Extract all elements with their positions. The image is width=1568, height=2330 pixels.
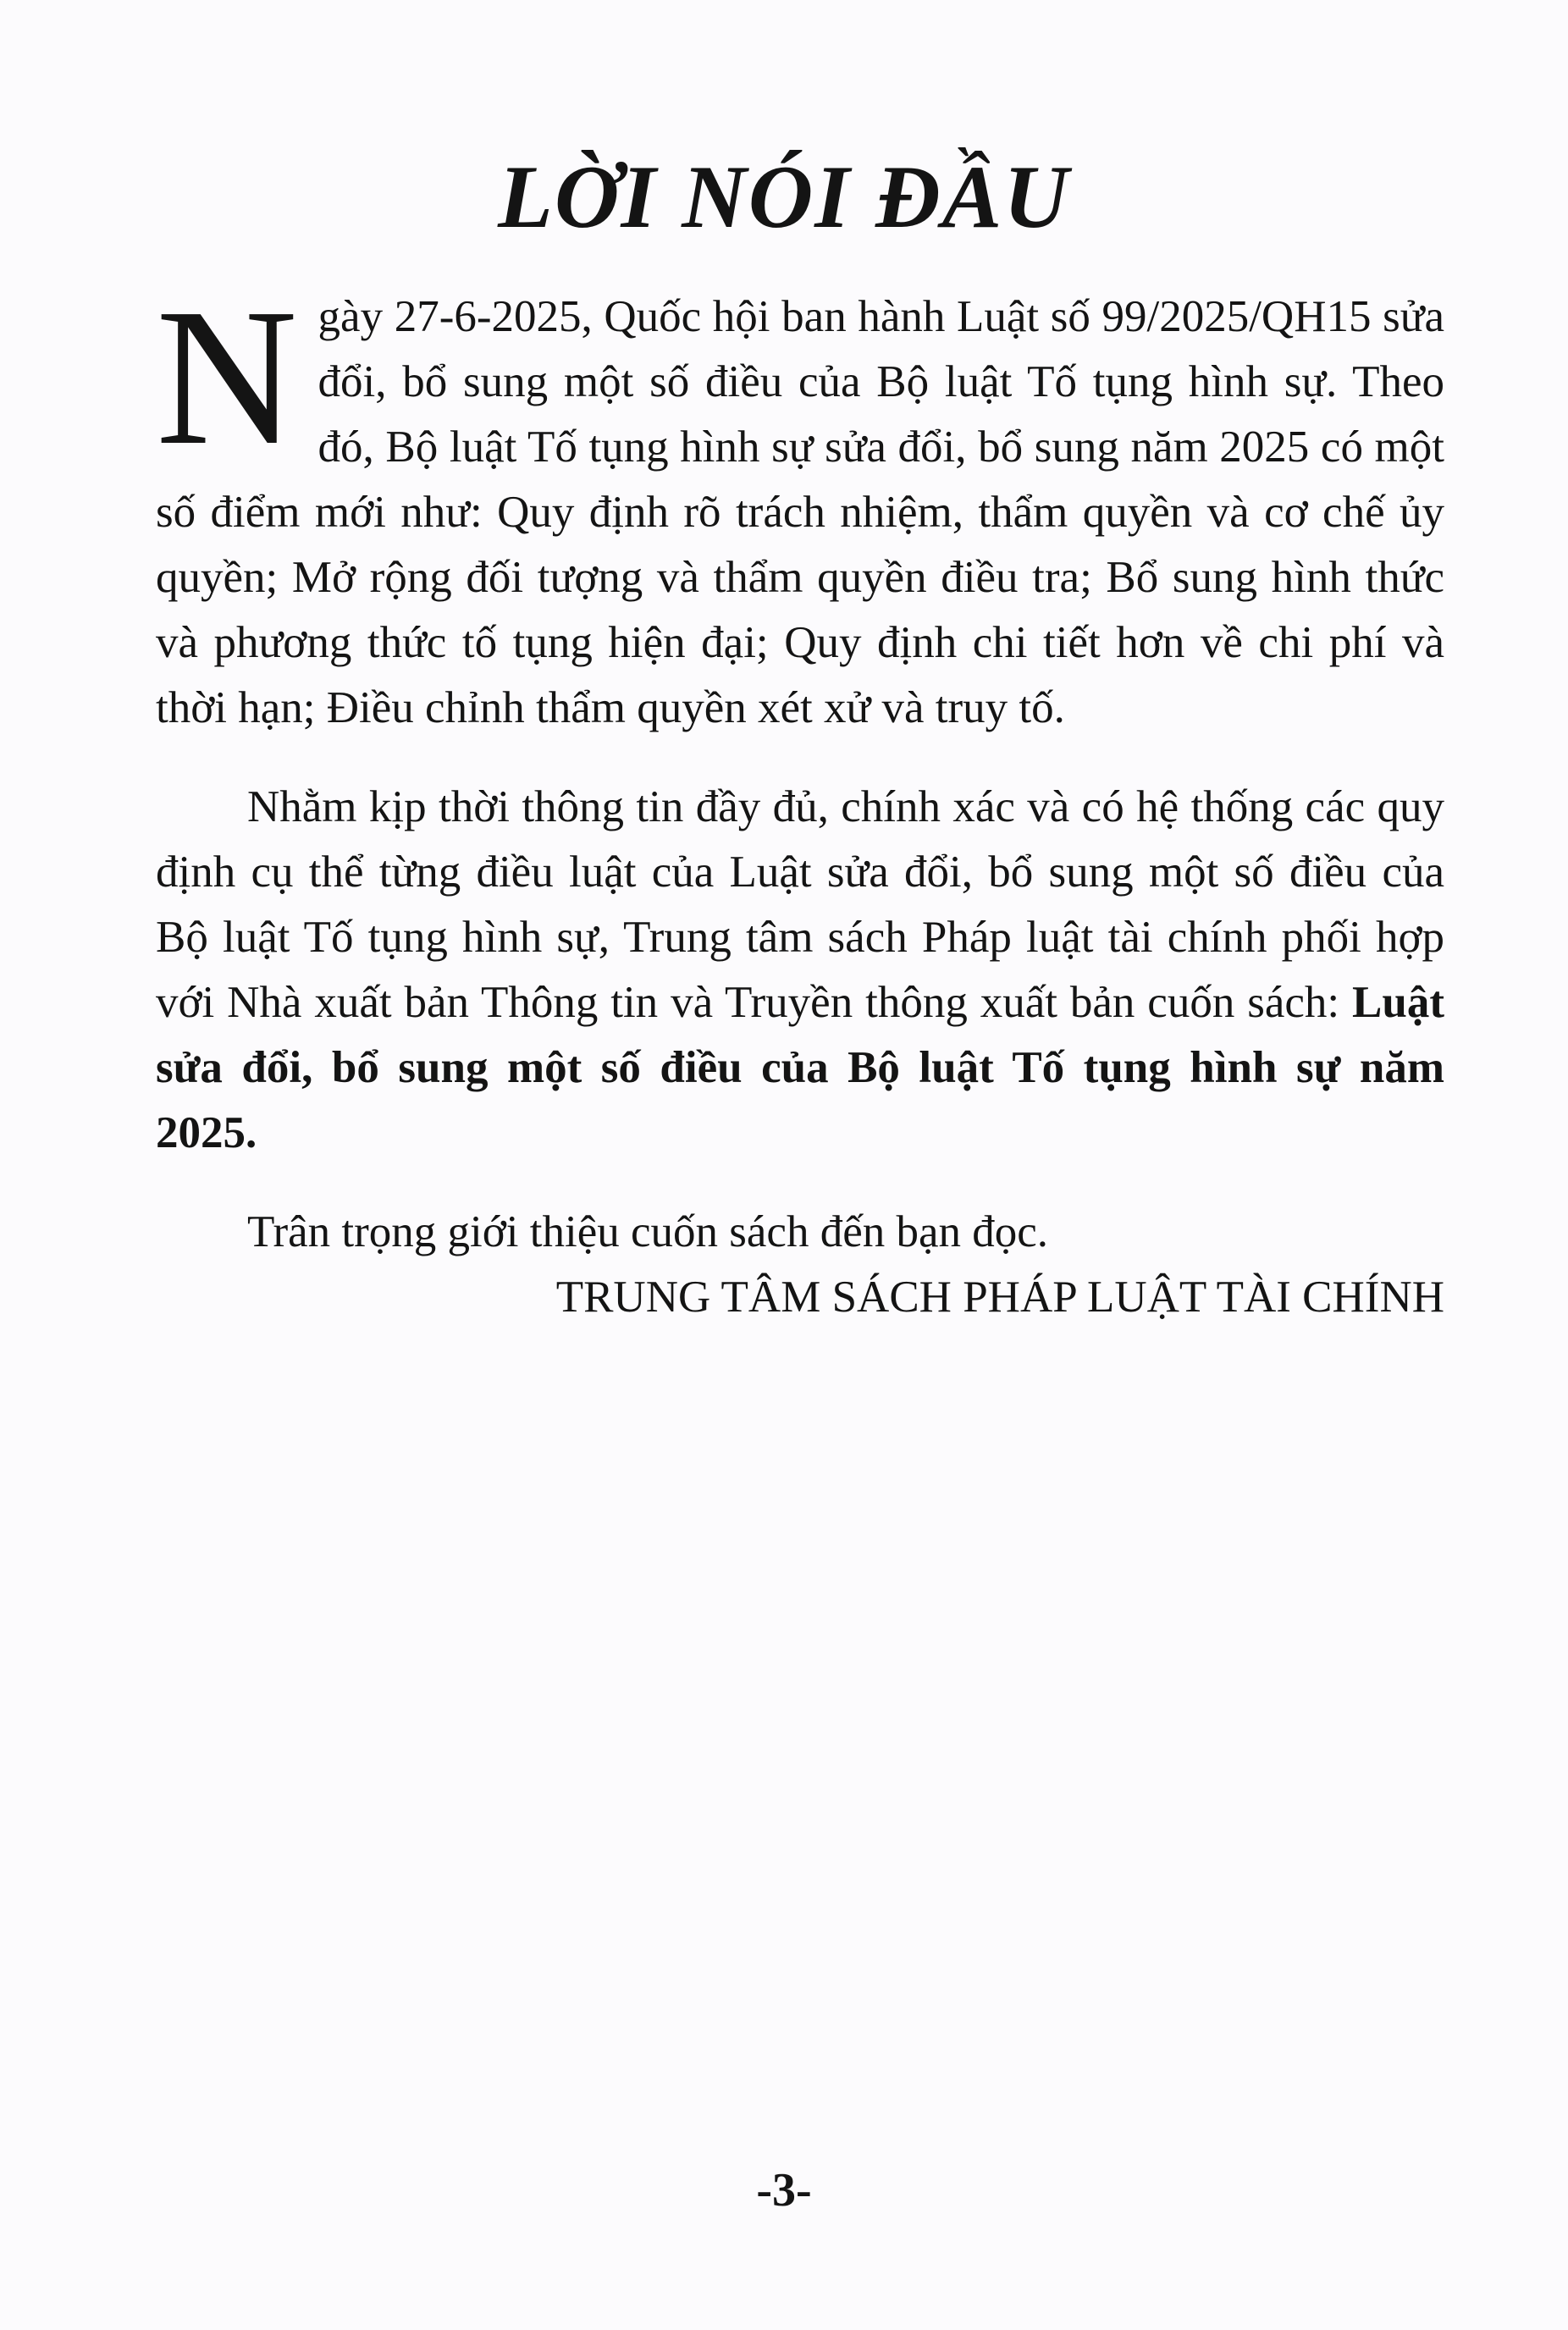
paragraph-1-text: gày 27-6-2025, Quốc hội ban hành Luật số 99/2025/QH15 sửa đổi, bổ sung một số điều của Bộ luật Tố tụng hình sự. Theo đó, Bộ luật Tố tụng hình sự sửa đổi, bổ sung năm 2025 có một số điểm mới như: Quy định rõ trách nhiệm, thẩm quyền và cơ chế ủy quyền; Mở rộng đối tượng và thẩm quyền điều tra; Bổ sung hình thức và phương thức tố tụng hiện đại; Quy định chi tiết hơn về chi phí và thời hạn; Điều chỉnh thẩm quyền xét xử và truy tố. bbox=[156, 292, 1444, 732]
paragraph-1 bbox=[156, 268, 1444, 741]
page-title: LỜI NÓI ĐẦU bbox=[498, 147, 1070, 246]
book-title: Luật sửa đổi, bổ sung một số điều của Bộ luật Tố tụng hình sự năm 2025. bbox=[156, 978, 1444, 1157]
body-text bbox=[156, 268, 1444, 1330]
paragraph-2 bbox=[156, 775, 1444, 1166]
page-number: -3- bbox=[756, 2164, 812, 2217]
signature: TRUNG TÂM SÁCH PHÁP LUẬT TÀI CHÍNH bbox=[555, 1273, 1444, 1322]
paragraph-2-text: Nhằm kịp thời thông tin đầy đủ, chính xác và có hệ thống các quy định cụ thể từng điều luật của Luật sửa đổi, bổ sung một số điều của Bộ luật Tố tụng hình sự, Trung tâm sách Pháp luật tài chính phối hợp với Nhà xuất bản Thông tin và Truyền thông xuất bản cuốn sách: bbox=[156, 782, 1444, 1027]
drop-cap: N bbox=[156, 268, 298, 486]
intro-line: Trân trọng giới thiệu cuốn sách đến bạn đọc. bbox=[247, 1207, 1049, 1256]
